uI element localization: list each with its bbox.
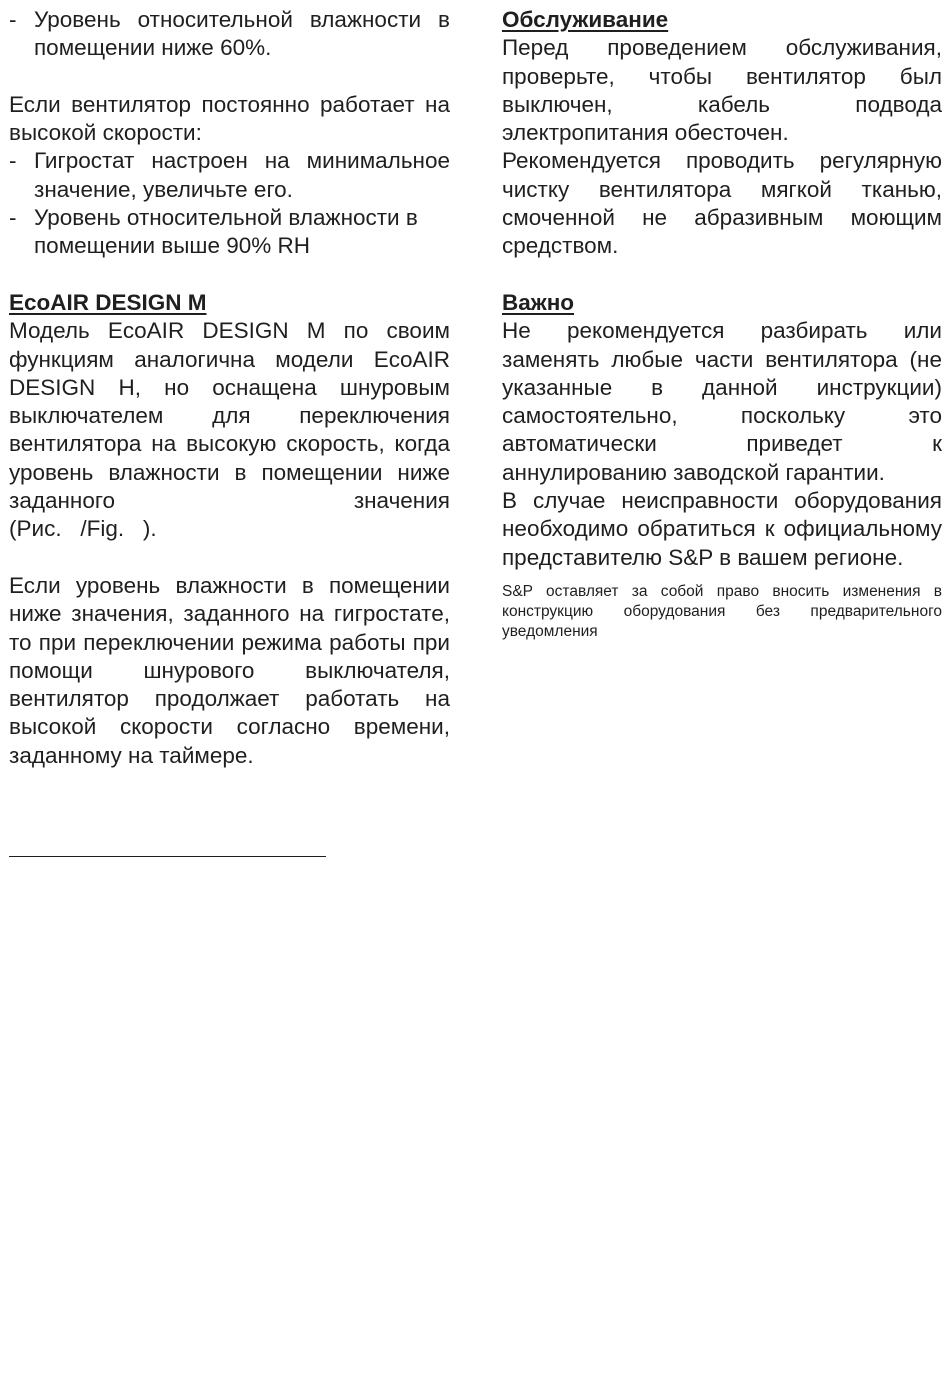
disclaimer-note: S&P оставляет за собой право вносить изменения в конструкцию оборудования без предварительного уведомления bbox=[502, 582, 942, 640]
paragraph: Если уровень влажности в помещении ниже значения, заданного на гигростате, то при переключении режима работы при помощи шнурового выключателя, вентилятор продолжает работать на высокой скорости согласно времени, заданному на таймере. bbox=[9, 572, 450, 768]
list-item-text: Гигростат настроен на минимальное значение, увеличьте его. bbox=[34, 148, 450, 202]
list-dash: - bbox=[9, 148, 17, 174]
paragraph: Если вентилятор постоянно работает на высокой скорости: bbox=[9, 91, 450, 146]
paragraph: В случае неисправности оборудования необходимо обратиться к официальному представителю S&P в вашем регионе. bbox=[502, 488, 942, 570]
list-item-text: Уровень относительной влажности в помещении ниже 60%. bbox=[34, 7, 450, 61]
paragraph: Перед проведением обслуживания, проверьте, чтобы вентилятор был выключен, кабель подвода электропитания обесточен. bbox=[502, 35, 942, 146]
list-item bbox=[9, 6, 450, 63]
paragraph: Рекомендуется проводить регулярную чистку вентилятора мягкой тканью, смоченной не абразивным моющим средством. bbox=[502, 148, 942, 259]
paragraph: Не рекомендуется разбирать или заменять любые части вентилятора (не указанные в данной инструкции) самостоятельно, поскольку это автоматически приведет к аннулированию заводской гарантии. bbox=[502, 318, 942, 485]
left-column bbox=[9, 6, 450, 770]
section-heading: Обслуживание bbox=[502, 7, 669, 32]
section-heading: Важно bbox=[502, 289, 575, 315]
paragraph: Модель EcoAIR DESIGN M по своим функциям аналогична модели EcoAIR DESIGN H, но оснащена шнуровым выключателем для переключения вентилятора на высокую скорость, когда уровень влажности в помещении ниже заданного значения bbox=[9, 318, 450, 514]
list-item bbox=[9, 147, 450, 204]
footnote-divider bbox=[9, 856, 326, 857]
list-item-text: Уровень относительной влажности в помещении выше 90% RH bbox=[34, 205, 418, 259]
right-column bbox=[502, 6, 942, 642]
figure-reference: (Рис. /Fig. ). bbox=[9, 516, 157, 542]
list-dash: - bbox=[9, 7, 17, 32]
section-heading: EcoAIR DESIGN M bbox=[9, 289, 207, 315]
list-item bbox=[9, 204, 450, 261]
list-dash: - bbox=[9, 205, 17, 231]
